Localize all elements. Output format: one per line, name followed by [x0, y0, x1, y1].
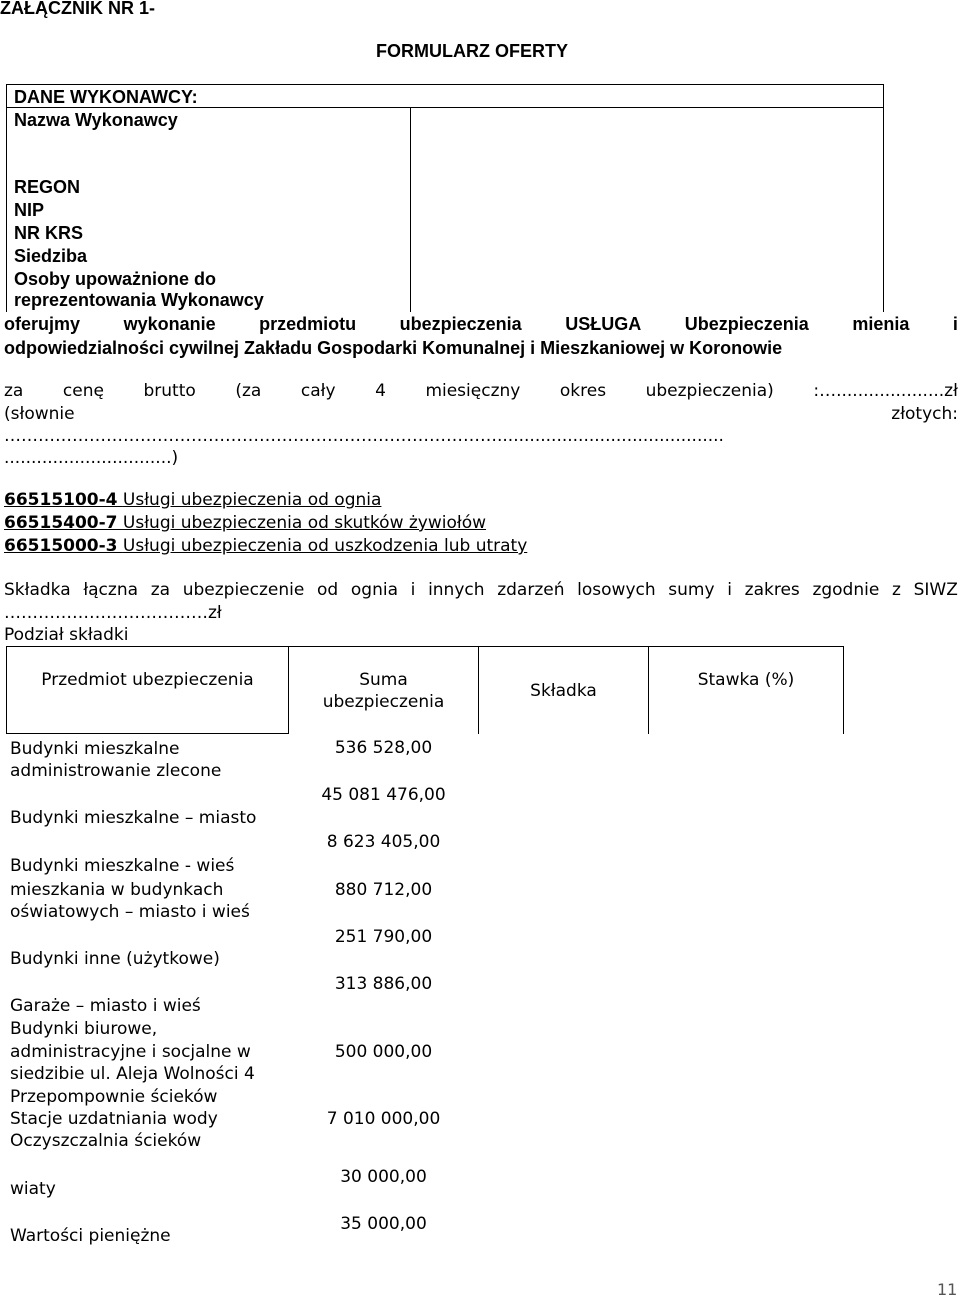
persons-label-line1: Osoby upoważnione do	[14, 269, 216, 289]
price-word: miesięczny	[425, 381, 521, 401]
header-sum-line2: ubezpieczenia	[322, 692, 445, 712]
cpv-code: 66515100-4	[4, 490, 118, 510]
cpv-line-2	[4, 513, 486, 533]
sum-cell: 536 528,00	[334, 738, 433, 758]
nip-label: NIP	[14, 200, 45, 220]
krs-label: NR KRS	[14, 223, 84, 243]
sum-cell: 313 886,00	[334, 974, 433, 994]
subject-cell: Oczyszczalnia ścieków	[10, 1131, 202, 1151]
premium-sentence	[4, 580, 958, 600]
subject-cell: administracyjne i socjalne w	[10, 1042, 251, 1062]
offer-word: wykonanie	[123, 314, 216, 334]
sum-cell: 880 712,00	[334, 880, 433, 900]
subject-cell: mieszkania w budynkach	[10, 880, 224, 900]
price-word: cały	[300, 381, 336, 401]
offer-word: oferujmy	[4, 314, 81, 334]
contractor-name-label: Nazwa Wykonawcy	[14, 110, 178, 130]
premium-split-title: Podział składki	[4, 625, 129, 645]
price-word: brutto	[143, 381, 196, 401]
offer-word: Ubezpieczenia	[684, 314, 809, 334]
premium-word: sumy	[668, 580, 715, 600]
regon-label: REGON	[14, 177, 81, 197]
subject-cell: administrowanie zlecone	[10, 761, 222, 781]
premium-word: SIWZ	[913, 580, 958, 600]
dots-line: ……………………………………………………………………………..........................................	[4, 426, 724, 446]
price-word: ubezpieczenia)	[645, 381, 774, 401]
price-word: okres	[559, 381, 607, 401]
subject-cell: Wartości pieniężne	[10, 1226, 171, 1246]
subject-cell: Budynki biurowe,	[10, 1019, 158, 1039]
sum-cell: 30 000,00	[340, 1167, 427, 1187]
premium-word: ubezpieczenie	[182, 580, 305, 600]
cpv-line-1	[4, 490, 381, 510]
premium-word: innych	[428, 580, 485, 600]
cpv-desc: Usługi ubezpieczenia od ognia	[122, 490, 382, 510]
premium-word: ognia	[350, 580, 398, 600]
premium-amount-line: ………………………………zł	[4, 603, 222, 623]
words-label-left: (słownie	[4, 404, 75, 424]
sum-cell: 7 010 000,00	[326, 1109, 441, 1129]
premium-word: zakres	[744, 580, 800, 600]
price-word: za	[4, 381, 24, 401]
offer-word: ubezpieczenia	[399, 314, 522, 334]
subject-cell: Stacje uzdatniania wody	[10, 1109, 218, 1129]
premium-word: i	[727, 580, 732, 600]
offer-line-2: odpowiedzialności cywilnej Zakładu Gospodarki Komunalnej i Mieszkaniowej w Koronowie	[4, 338, 783, 358]
offer-line-1	[4, 314, 958, 335]
price-word: 4	[375, 381, 386, 401]
dots-close-line: ...............................)	[4, 448, 179, 468]
persons-label-line2: reprezentowania Wykonawcy	[14, 290, 264, 310]
cpv-code: 66515400-7	[4, 513, 118, 533]
cpv-desc: Usługi ubezpieczenia od uszkodzenia lub utraty	[122, 536, 528, 556]
subject-cell: siedzibie ul. Aleja Wolności 4	[10, 1064, 255, 1084]
premium-word: i	[410, 580, 416, 600]
subject-cell: Budynki mieszkalne	[10, 739, 180, 759]
premium-word: od	[317, 580, 339, 600]
cpv-line-3	[4, 536, 527, 556]
sum-cell: 45 081 476,00	[321, 785, 446, 805]
subject-cell: Przepompownie ścieków	[10, 1087, 218, 1107]
seat-label: Siedziba	[14, 246, 88, 266]
header-rate: Stawka (%)	[697, 670, 795, 690]
form-title: FORMULARZ OFERTY	[376, 41, 568, 61]
subject-cell: Budynki mieszkalne - wieś	[10, 856, 235, 876]
contractor-section-title: DANE WYKONAWCY:	[14, 87, 198, 107]
premium-word: łączna	[83, 580, 139, 600]
subject-cell: Budynki mieszkalne – miasto	[10, 808, 257, 828]
price-word: cenę	[62, 381, 104, 401]
sum-cell: 35 000,00	[340, 1214, 427, 1234]
words-label-right: złotych:	[891, 404, 958, 424]
price-word: (za	[235, 381, 262, 401]
price-amount: :…....................zł	[813, 381, 958, 401]
premium-word: Składka	[4, 580, 71, 600]
subject-cell: Garaże – miasto i wieś	[10, 996, 201, 1016]
offer-word: i	[952, 314, 958, 334]
premium-word: z	[891, 580, 901, 600]
subject-cell: Budynki inne (użytkowe)	[10, 949, 220, 969]
cpv-code: 66515000-3	[4, 536, 118, 556]
sum-cell: 251 790,00	[334, 927, 433, 947]
page-number: 11	[937, 1280, 958, 1299]
header-subject: Przedmiot ubezpieczenia	[41, 670, 254, 690]
cpv-desc: Usługi ubezpieczenia od skutków żywiołów	[122, 513, 487, 533]
offer-word: mienia	[852, 314, 910, 334]
amount-in-words-line	[4, 404, 958, 424]
subject-cell: oświatowych – miasto i wieś	[10, 902, 250, 922]
offer-word: przedmiotu	[259, 314, 357, 334]
sum-cell: 500 000,00	[334, 1042, 433, 1062]
header-premium: Składka	[530, 681, 597, 701]
premium-word: za	[150, 580, 171, 600]
sum-cell: 8 623 405,00	[326, 832, 441, 852]
premium-word: zgodnie	[812, 580, 880, 600]
subject-cell: wiaty	[10, 1179, 56, 1199]
annex-label: ZAŁĄCZNIK NR 1-	[0, 0, 155, 18]
premium-word: losowych	[577, 580, 656, 600]
premium-word: zdarzeń	[497, 580, 565, 600]
offer-word: USŁUGA	[565, 314, 642, 334]
header-sum-line1: Suma	[359, 670, 408, 690]
price-line	[4, 381, 958, 401]
